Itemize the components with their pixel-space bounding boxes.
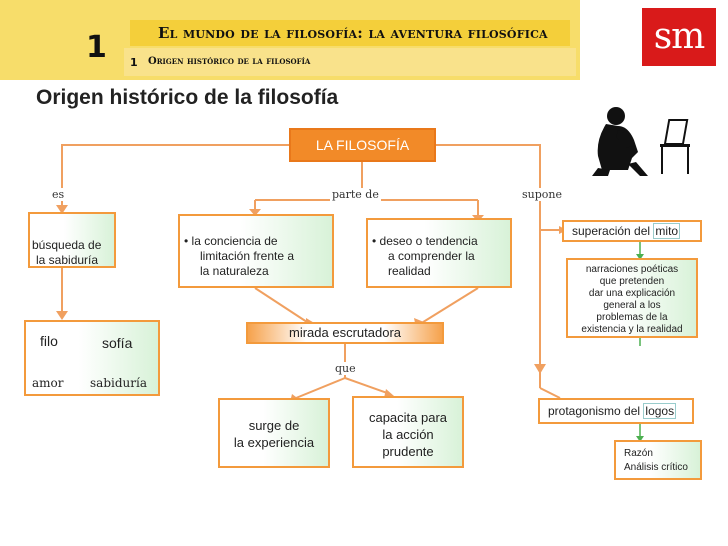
narraciones-line-2: que pretenden <box>599 276 665 287</box>
word-filo: filo <box>40 333 58 349</box>
page-title: Origen histórico de la filosofía <box>36 86 339 109</box>
narraciones-line-1: narraciones poéticas <box>585 264 679 275</box>
capacita-line-2: la acción <box>382 427 434 442</box>
link-label-supone: supone <box>522 188 562 201</box>
protagonismo-word: logos <box>645 404 675 418</box>
node-protagonismo <box>538 398 694 424</box>
link-label-que: que <box>335 362 356 375</box>
conciencia-text-1: la conciencia de <box>191 234 278 248</box>
surge-line-2: la experiencia <box>233 435 315 450</box>
capacita-line-3: prudente <box>382 444 434 459</box>
conciencia-line-3: la naturaleza <box>200 264 269 278</box>
busqueda-line-2: la sabiduría <box>36 253 99 267</box>
sm-logo: sm <box>642 8 716 66</box>
subtitle-number: 1 <box>130 56 138 69</box>
node-conciencia <box>178 214 334 288</box>
narraciones-line-4: general a los <box>603 300 661 311</box>
node-deseo <box>366 218 512 288</box>
root-node: LA FILOSOFÍA <box>289 128 436 162</box>
narraciones-line-6: existencia y la realidad <box>581 324 683 335</box>
link-label-es: es <box>52 188 65 201</box>
word-sofia: sofía <box>102 335 133 351</box>
conciencia-line-2: limitación frente a <box>200 249 295 263</box>
node-etymology <box>24 320 160 396</box>
conciencia-line-1: • la conciencia de <box>184 234 278 248</box>
deseo-line-1: • deseo o tendencia <box>372 234 478 248</box>
superacion-prefix: superación del <box>572 224 651 238</box>
surge-line-1: surge de <box>248 418 300 433</box>
protagonismo-prefix: protagonismo del <box>548 404 641 418</box>
superacion-word: mito <box>655 224 679 238</box>
node-razon <box>614 440 702 480</box>
word-amor: amor <box>32 376 64 390</box>
node-busqueda <box>28 212 116 268</box>
razon-text: Razón <box>624 448 653 459</box>
word-sabiduria: sabiduría <box>90 376 147 390</box>
header-title: El mundo de la filosofía: la aventura filosófica <box>158 24 548 42</box>
narraciones-line-3: dar una explicación <box>588 288 676 299</box>
deseo-text-1: deseo o tendencia <box>379 234 478 248</box>
node-capacita <box>352 396 464 468</box>
link-label-parte-de: parte de <box>332 188 379 201</box>
node-surge <box>218 398 330 468</box>
capacita-line-1: capacita para <box>368 410 448 425</box>
chapter-number: 1 <box>86 30 107 65</box>
busqueda-line-1: búsqueda de <box>32 238 102 252</box>
analisis-text: Análisis crítico <box>624 462 688 473</box>
deseo-line-2: a comprender la <box>388 249 475 263</box>
node-superacion <box>562 220 702 242</box>
node-narraciones <box>566 258 698 338</box>
header-subtitle: Origen histórico de la filosofía <box>148 56 311 67</box>
node-mirada: mirada escrutadora <box>246 322 444 344</box>
narraciones-line-5: problemas de la <box>596 312 668 323</box>
deseo-line-3: realidad <box>388 264 431 278</box>
